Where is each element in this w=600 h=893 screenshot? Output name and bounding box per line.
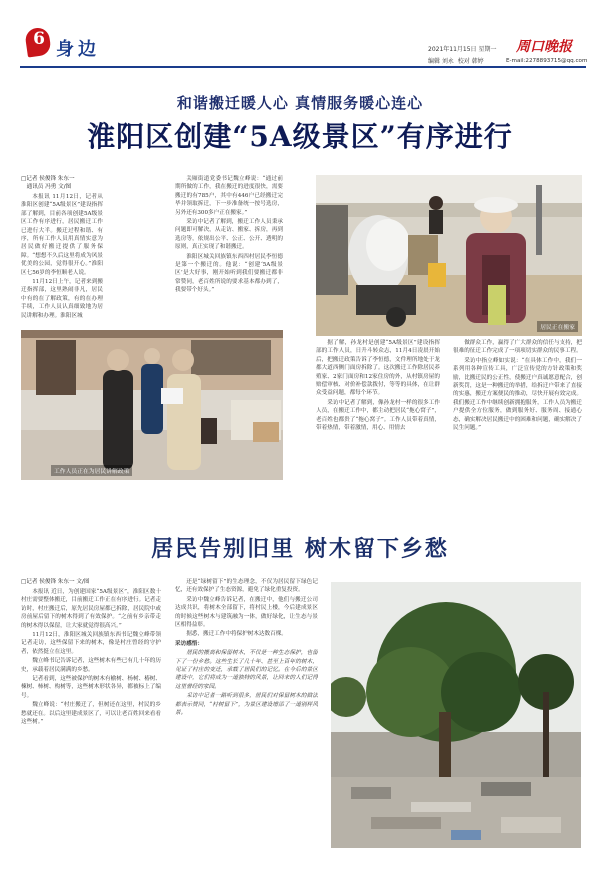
photo-residents-moving-caption: 居民正在搬家 <box>537 321 578 332</box>
header-date: 2021年11月15日 星期一 <box>428 46 497 53</box>
paragraph: 据悉，搬迁工作中将保护树木达数百棵。 <box>186 631 287 638</box>
paragraph: 居民的搬离和保留树木，不仅是一种生态保护，也留下了一份乡愁。这些生长了几十年、甚至上百年的树木，见证了村庄的变迁，承载了居民们的记忆。在今后的景区建设中，它们将成为一道独特的风景，让回来的人们记得这里曾经的家园。 <box>175 650 318 690</box>
header-rule <box>20 66 586 68</box>
paragraph: 采访中记者了解到，像孙龙村一样的很多工作人员，在搬迁工作中，都主动把居民“拖心窝子”，老百姓也都贵了“拖心窝子”。工作人员带着真情，带着热情，带着激情，用心、用情去 <box>316 399 440 432</box>
paragraph: 记者看到，这些被保护的树木有榆树、杨树、椿树、楝树、柿树、构树等，这些树木形状各异，都被标上了编号。 <box>21 676 161 699</box>
article2-byline: □记者 侯俊锋 朱东一 文/图 <box>21 579 90 585</box>
article1-column-3 <box>316 339 440 499</box>
paragraph: 本报讯 近日，为创建国家“5A级景区”，淮阳区数十村庄需要整体搬迁，目前搬迁工作正在有序进行。记者走访时，村庄搬迁后，原先居民房屋都已拆除，居民院中或房前屋后留下的树木得到了有效保护。“之前有乡亲带走的树木得以保留，让大家就觉得很高兴。” <box>21 589 161 629</box>
photo-staff-explaining-caption: 工作人员正在为居民讲解政策 <box>51 465 132 476</box>
paragraph: 采访感悟： <box>175 640 203 647</box>
paragraph: 采访中指立峰如实说：“在具体工作中，我们一系列用各种宣传工具，广泛宣传党的方针政策和奖励，比搬迁民的公正性，使搬迁户真诚愿意配合，创新奖罚，这是一种搬迁的举措，给拆迁户带来了直接的实惠，搬迁方案便民的推动，尽快开展有效完成。我们搬迁工作中继续创新拥抱服务，工作人员为搬迁户提供全方位服务，做到服务好、服务周、接通心态，确实解决居民搬迁中的困难和问题，确实解决了民生问题。” <box>453 357 582 432</box>
paragraph: 做群众工作，赢得了广大群众的信任与支持，把很难的征迁工作完成了一项项切实群众的民事工程。 <box>453 340 582 355</box>
paragraph: 淮阳区城关回族镇东西四村居民李恒德是第一个搬迁的。他说：“创建‘5A级景区’是大好事，刚开始听到我们要搬迁都非常赞同，老百姓所说的要求基本都办到了，我要带个好头。” <box>175 253 283 294</box>
article1-column-2 <box>175 175 283 325</box>
article1-byline <box>21 175 103 191</box>
article2-headline: 居民告别旧里 树木留下乡愁 <box>151 537 449 562</box>
page-header <box>0 0 600 72</box>
byline-reporters: □记者 侯俊锋 朱东一 <box>21 176 75 182</box>
paragraph: 11月12日上午，记者来到搬迁指挥部，这里熟闹非凡，居民中有的在了解政策，有的在办理手续，工作人员认真细致地为居民讲解和办理。淮阳区城 <box>21 279 103 319</box>
photo-residents-moving <box>316 175 582 336</box>
header-editor <box>428 56 484 65</box>
photo-preserved-trees-image <box>331 582 581 848</box>
byline-contributors: 通讯员 冯勇 文/图 <box>26 184 72 190</box>
photo-staff-explaining <box>21 330 283 480</box>
paragraph: 魏立峰书记告诉记者，这些树木有些已有几十年的历史，承载着居民满满的乡愁。 <box>21 658 161 673</box>
proof-text: 校对 韩婷 <box>457 58 484 65</box>
paragraph: 采访中记者一路听到很多，居民们对保留树木的做法都表示赞同，“村树留下”，为景区建设增添了一道别样风景。 <box>175 693 318 717</box>
article2-column-1 <box>21 578 161 853</box>
section-title: 身边 <box>56 39 100 60</box>
paragraph: 关厢街道党委书记魏立峰说：“通过前期所做的工作，我在搬迁的进度很快，需要搬迁的有785户，其中有446户已经搬迁完毕并领取拆迁，下一步准备统一按号选房，另外还有300多户正在搬家。” <box>175 176 283 216</box>
brand-logo: 周口晚报 <box>516 39 572 55</box>
header-email: E-mail:2278893715@qq.com <box>506 58 588 64</box>
paragraph: 采访中记者了解到，搬迁工作人员秉承问题即可解决，从走访、搬家、拆房，再到选房等，依规出公平、公正、公开、透明的原则，真正实现了和谐搬迁。 <box>175 219 283 251</box>
article1-column-1 <box>21 175 103 355</box>
paragraph: 还是“绿树留下”的生态理念，不仅为居民留下绿色记忆，还有效保护了生态资源，避免了绿化重复投资。 <box>175 579 318 594</box>
article1-kicker: 和谐搬迁暖人心 真情服务暖心连心 <box>176 94 424 112</box>
article1-headline: 淮阳区创建“5A级景区”有序进行 <box>87 120 513 153</box>
article1-column-4 <box>453 339 582 489</box>
paragraph: 本报讯 11月12日，记者从淮阳区创建“5A级景区”建设指挥部了解到，目前各项创建5A级景区工作有序进行，居民搬迁工作已进行大半。搬迁过程和谐、有序，所有工作人员用真情实意为居民做好搬迁提供了服务保障。“想想不久后这里将成为风景优美的公园，觉得很开心。”淮阳区七56岁的李恒顺老人说。 <box>21 194 103 276</box>
photo-staff-explaining-image <box>21 330 283 480</box>
photo-preserved-trees <box>331 582 581 848</box>
paragraph: 据了解，孙龙村是创建“5A级景区”建设指挥部的工作人员，日升斗转众志，11月4日凌晨开始后，把搬迁政策告诉了李恒德，文件理所地处于龙都大道西侧门面房拆除了。这次搬迁工作除居民养殖家、2家门面房和12家住房的外，从村镇房屋的赔偿审核、对价补偿款拨付，等等的具体，在让群众受益问题，都每个环节。 <box>316 340 440 397</box>
paragraph: 魏立峰说：“村庄搬迁了，但树还在这里，村民的乡愁就还在。以后这里建成景区了，可以让老百姓回来看看这些树。” <box>21 702 161 726</box>
paragraph: 采访中魏立峰告诉记者，在搬迁中，他们与搬迁公司达成共识，将树木全部留下，将村民上楼，今后建成景区的时候这些树木与建筑融为一体，做好绿化，让生态与景区相得益彰。 <box>175 596 318 629</box>
article2-column-2 <box>175 578 318 853</box>
photo-residents-moving-image <box>316 175 582 336</box>
paragraph: 11月12日，淮阳区城关回族镇东西书记魏立峰带领记者走访，这些保留下来的树木，像是村庄曾经的守护者，依然挺立在这里。 <box>21 632 161 655</box>
editor-text: 编辑 刘永 <box>428 58 454 65</box>
page-number: 6 <box>33 29 45 49</box>
